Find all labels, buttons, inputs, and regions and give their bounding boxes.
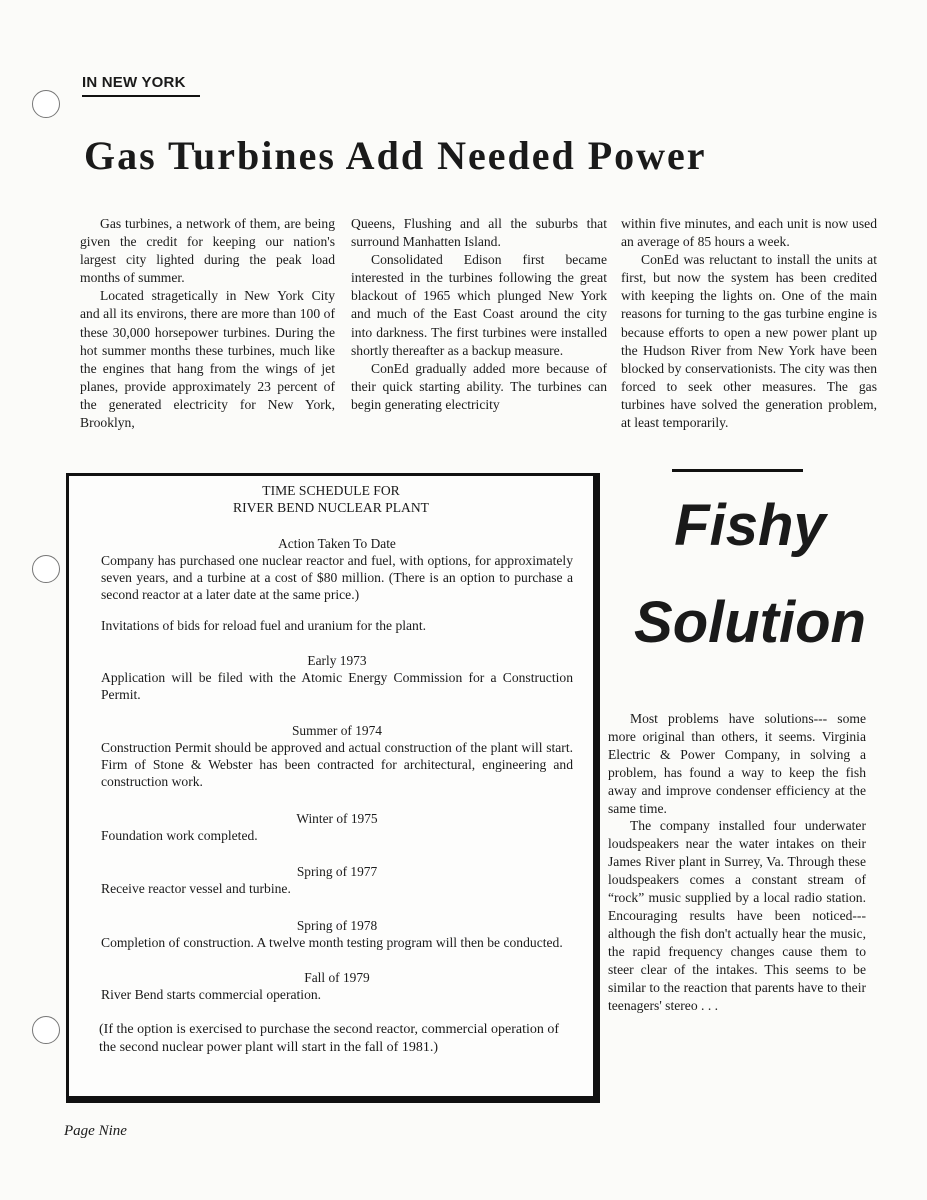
article-paragraph: within five minutes, and each unit is now used an average of 85 hours a week. <box>621 216 877 250</box>
schedule-milestone <box>101 652 573 703</box>
schedule-milestone <box>101 722 573 790</box>
schedule-heading: Action Taken To Date <box>278 536 396 551</box>
schedule-text: Company has purchased one nuclear reactor and fuel, with options, for approximately seven years, and a turbine at a cost of $80 million. (There is an option to purchase a second reactor at a later date at the same price.) <box>101 553 573 602</box>
schedule-invitations: Invitations of bids for reload fuel and uranium for the plant. <box>101 618 427 633</box>
headline: Gas Turbines Add Needed Power <box>84 133 707 178</box>
schedule-heading: Summer of 1974 <box>291 723 382 738</box>
article-paragraph: ConEd was reluctant to install the units at first, but now the system has been credited with keeping the lights on. One of the main reasons for turning to the gas turbine engine is because efforts to open a new power plant up the Hudson River from New York have been blocked by conservationists. The city was then forced to seek other measures. The gas turbines have solved the generation problem, at least temporarily. <box>621 252 877 431</box>
article-paragraph: Queens, Flushing and all the suburbs that surround Manhatten Island. <box>351 216 607 250</box>
schedule-heading: Spring of 1978 <box>296 918 378 933</box>
schedule-box <box>66 473 600 1103</box>
schedule-heading: Winter of 1975 <box>296 811 378 826</box>
article-column-2 <box>351 215 607 414</box>
schedule-milestone <box>101 863 573 897</box>
fishy-headline-line1: Fishy <box>674 493 826 558</box>
schedule-text: Receive reactor vessel and turbine. <box>101 881 291 896</box>
schedule-title-line: TIME SCHEDULE FOR <box>262 483 400 498</box>
binder-hole <box>32 555 60 583</box>
fishy-headline-line2: Solution <box>634 590 866 655</box>
article-paragraph: Consolidated Edison first became interested in the turbines following the great blackout of 1965 which plunged New York and much of the East Coast around the city into darkness. The first turbines were installed shortly thereafter as a backup measure. <box>351 252 607 358</box>
schedule-heading: Spring of 1977 <box>296 864 378 879</box>
fishy-rule <box>672 469 803 472</box>
schedule-text: Construction Permit should be approved and actual construction of the plant will start. Firm of Stone & Webster has been contracted for architectural, engineering and construction work. <box>101 740 573 789</box>
section-label: IN NEW YORK <box>82 74 186 91</box>
schedule-milestone <box>101 969 573 1003</box>
section-underline <box>82 95 200 97</box>
schedule-text: Foundation work completed. <box>101 828 258 843</box>
article-paragraph: ConEd gradually added more because of their quick starting ability. The turbines can begin generating electricity <box>351 360 607 412</box>
schedule-title-line: RIVER BEND NUCLEAR PLANT <box>233 500 429 515</box>
fishy-paragraph: The company installed four underwater loudspeakers near the water intakes on their James River plant in Surrey, Va. Through these loudspeakers comes a constant stream of “rock” music supplied by a local radio station. Encouraging results have been noticed---although the fish don't actually hear the music, the rapid frequency changes cause them to steer clear of the intakes. This seems to be similar to the reaction that parents have to their teenagers' stereo . . . <box>608 818 866 1013</box>
binder-hole <box>32 90 60 118</box>
schedule-text: Application will be filed with the Atomic Energy Commission for a Construction Permit. <box>101 670 573 702</box>
schedule-heading: Early 1973 <box>307 653 367 668</box>
article-paragraph: Located stragetically in New York City and all its environs, there are more than 100 of these 30,000 horsepower turbines. During the hot summer months these turbines, much like the engines that hang from the wings of jet planes, provide approximately 23 percent of the generated electricity for New York, Brooklyn, <box>80 288 335 431</box>
schedule-title <box>69 482 593 516</box>
schedule-closing-note: (If the option is exercised to purchase the second reactor, commercial operation of the second nuclear power plant will start in the fall of 1981.) <box>99 1022 560 1055</box>
article-column-1 <box>80 215 335 432</box>
page-number: Page Nine <box>64 1123 127 1139</box>
schedule-milestone <box>101 810 573 844</box>
schedule-text: River Bend starts commercial operation. <box>101 987 322 1002</box>
schedule-text: Completion of construction. A twelve month testing program will then be conducted. <box>101 935 563 950</box>
schedule-action <box>101 535 573 603</box>
article-paragraph: Gas turbines, a network of them, are being given the credit for keeping our nation's largest city lighted during the peak load months of summer. <box>80 216 335 286</box>
article-column-3 <box>621 215 877 432</box>
schedule-heading: Fall of 1979 <box>304 970 370 985</box>
fishy-article <box>608 710 866 1014</box>
fishy-paragraph: Most problems have solutions--- some more original than others, it seems. Virginia Electric & Power Company, in solving a problem, has found a way to keep the fish away and improve condenser efficiency at the same time. <box>608 711 866 816</box>
binder-hole <box>32 1016 60 1044</box>
schedule-milestone <box>101 917 573 951</box>
